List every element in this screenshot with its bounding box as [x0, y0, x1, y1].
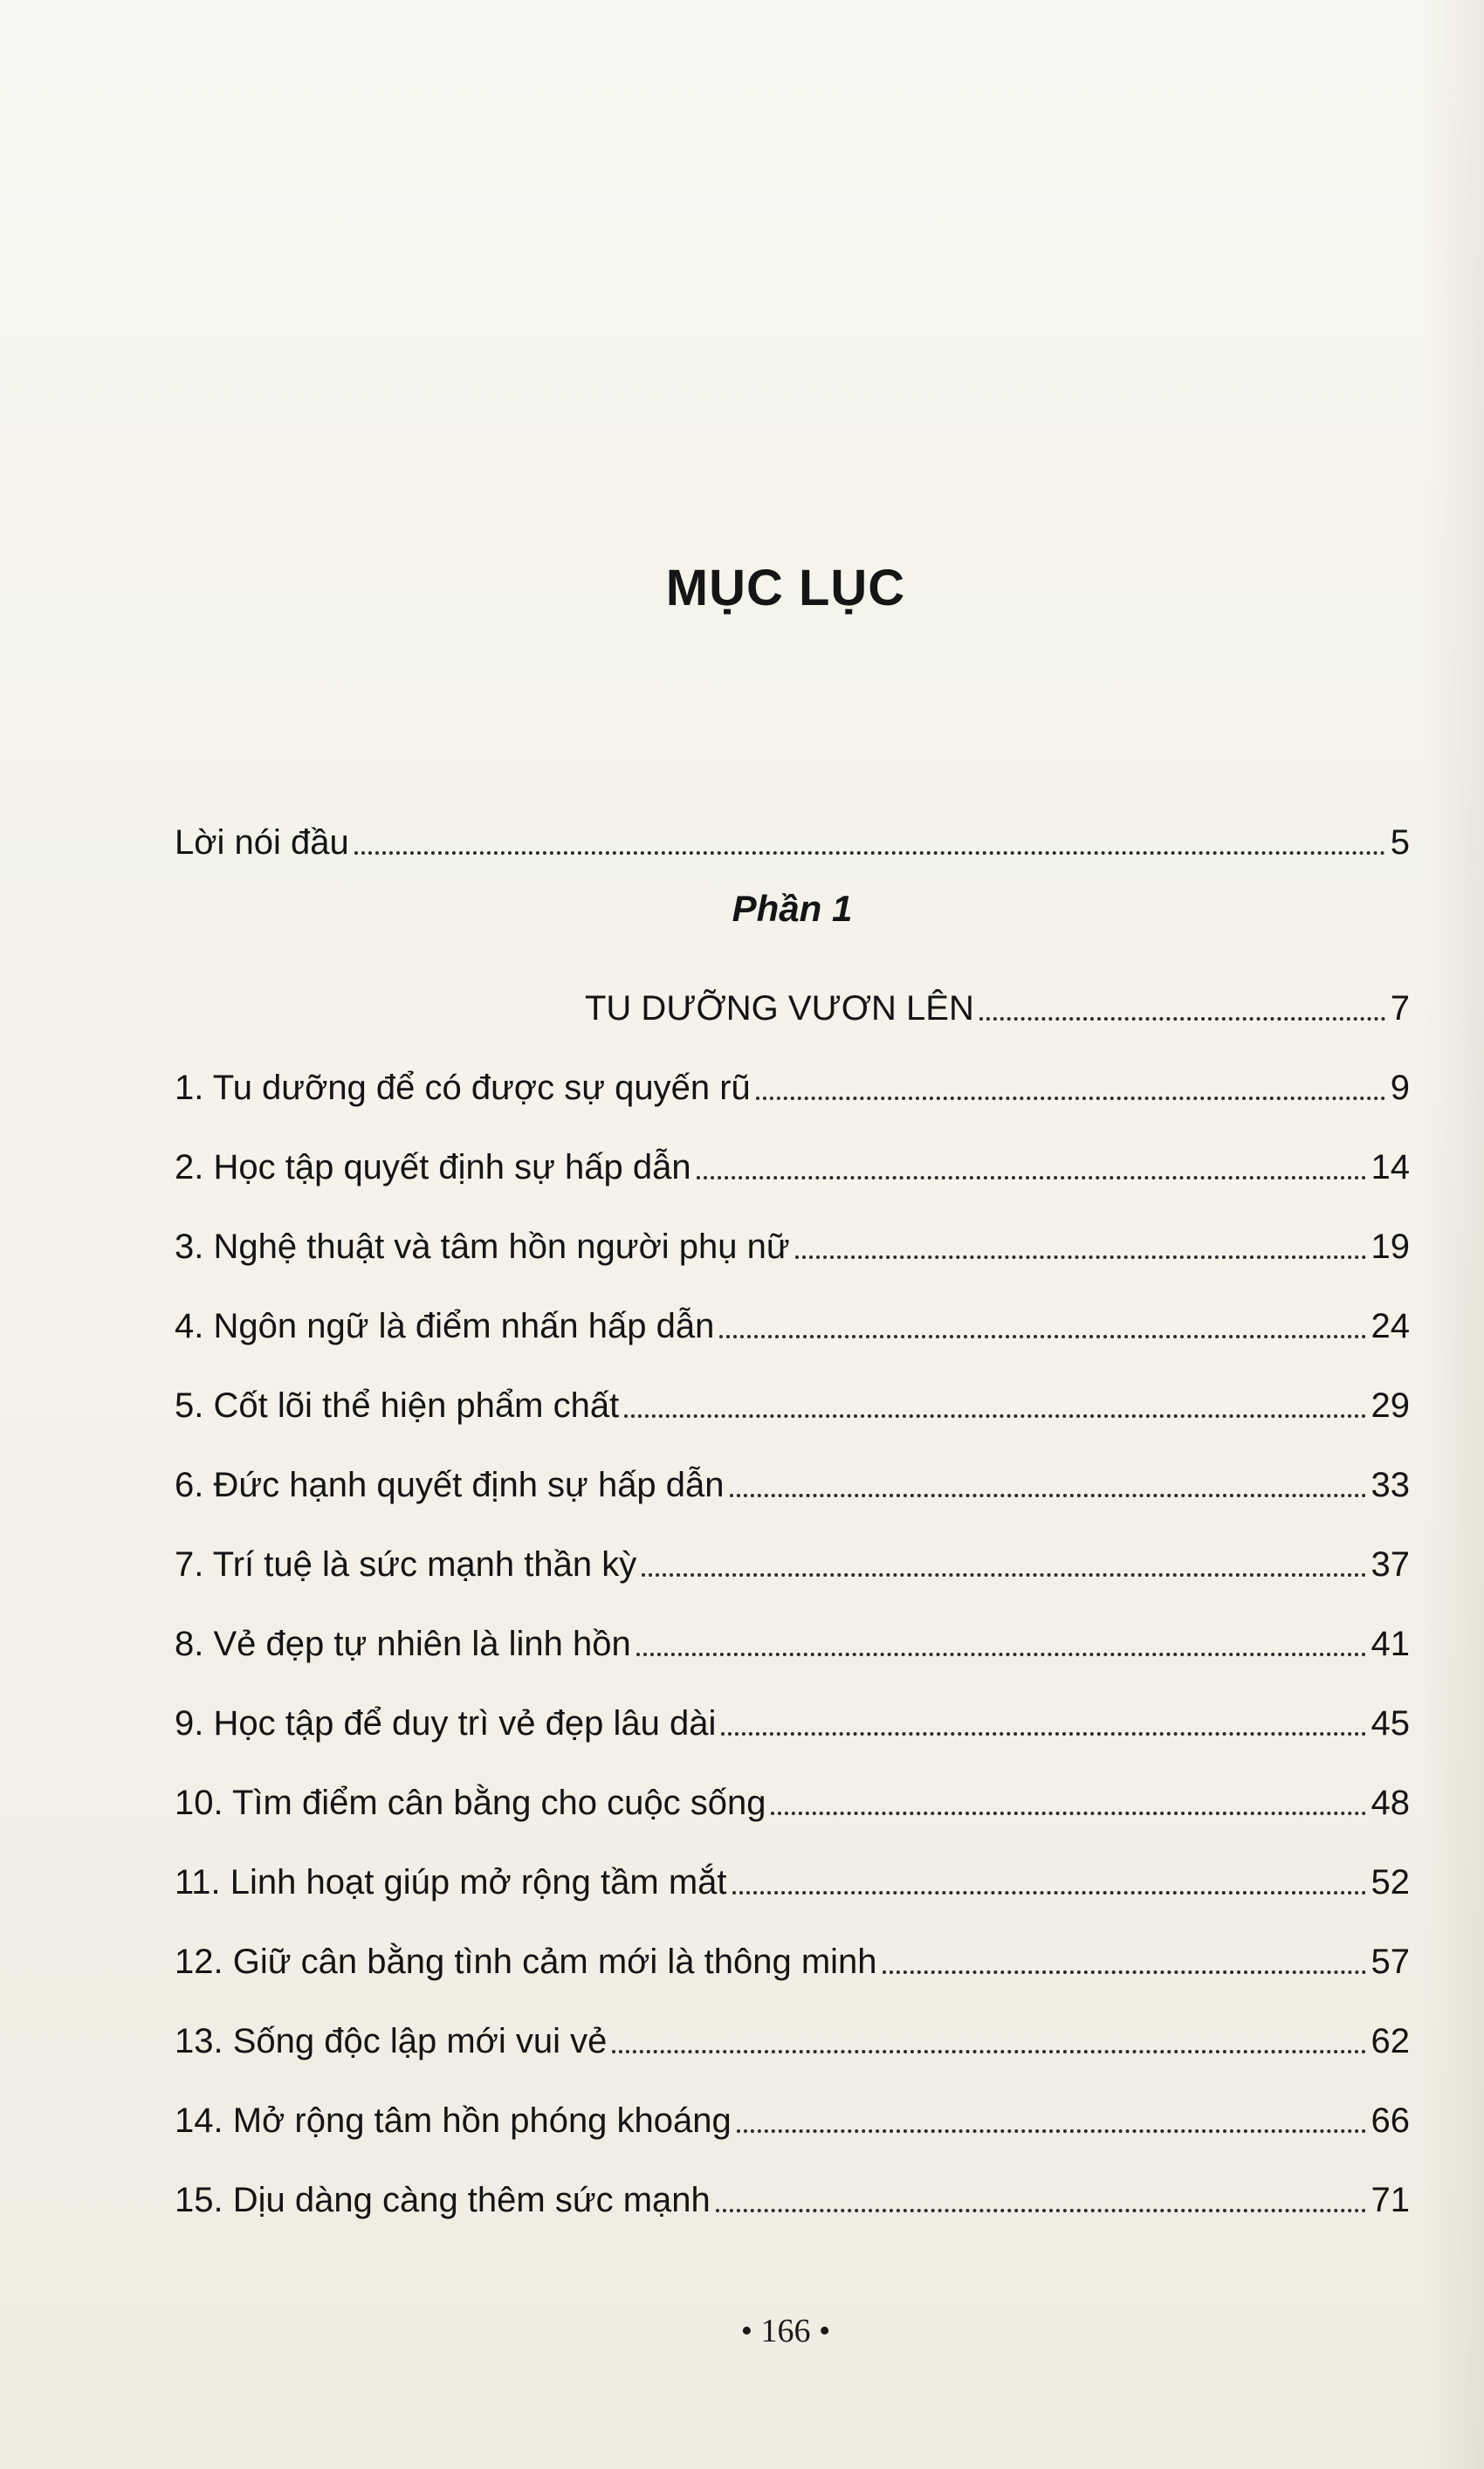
dot-leader: [697, 1176, 1366, 1179]
toc-entry-row[interactable]: [175, 1826, 1410, 1905]
dot-leader: [642, 1573, 1365, 1577]
toc-entry-label: 5. Cốt lõi thể hiện phẩm chất: [175, 1386, 620, 1425]
toc-entry-page: 71: [1371, 2181, 1410, 2219]
toc-entry-label: 2. Học tập quyết định sự hấp dẫn: [175, 1148, 691, 1186]
toc-title: MỤC LỤC: [665, 560, 906, 616]
toc-entry-row[interactable]: [175, 1190, 1410, 1269]
dot-leader: [624, 1414, 1365, 1418]
toc-entry-row[interactable]: [175, 1667, 1410, 1746]
dot-leader: [716, 2209, 1366, 2212]
toc-entry-row[interactable]: [175, 1349, 1410, 1428]
toc-entry-page: 37: [1371, 1545, 1410, 1584]
part-heading: Phần 1: [732, 888, 853, 929]
toc-entry-label: 13. Sống độc lập mới vui vẻ: [175, 2022, 608, 2060]
toc-entry-label: 6. Đức hạnh quyết định sự hấp dẫn: [175, 1466, 725, 1504]
toc-entry-label: 4. Ngôn ngữ là điểm nhấn hấp dẫn: [175, 1307, 715, 1345]
toc-entry-label: 10. Tìm điểm cân bằng cho cuộc sống: [175, 1784, 766, 1822]
dot-leader: [737, 2129, 1366, 2133]
toc-entry-page: 33: [1371, 1466, 1410, 1504]
toc-entry-row[interactable]: [175, 1428, 1410, 1508]
toc-entry-label: 12. Giữ cân bằng tình cảm mới là thông minh: [175, 1943, 877, 1981]
toc-entry-label: 1. Tu dưỡng để có được sự quyến rũ: [175, 1069, 751, 1107]
toc-entry-label: Lời nói đầu: [175, 823, 349, 862]
toc-entry-page: 62: [1371, 2022, 1410, 2060]
toc-entry-row[interactable]: [175, 1031, 1410, 1111]
dot-leader: [771, 1812, 1365, 1815]
toc-entry-page: 52: [1371, 1863, 1410, 1902]
toc-entry-page: 9: [1390, 1069, 1410, 1107]
toc-entry-label: 11. Linh hoạt giúp mở rộng tầm mắt: [175, 1863, 727, 1902]
toc-entry-row[interactable]: [175, 1984, 1410, 2064]
toc-entries-list: [175, 1031, 1410, 2223]
toc-entry-page: 14: [1371, 1148, 1410, 1186]
toc-entry-page: 24: [1371, 1307, 1410, 1345]
dot-leader: [795, 1255, 1366, 1259]
toc-entry-label: 7. Trí tuệ là sức mạnh thần kỳ: [175, 1545, 637, 1584]
toc-entry-page: 7: [1390, 989, 1410, 1028]
toc-entry-row[interactable]: [175, 1746, 1410, 1826]
toc-entry-label: 3. Nghệ thuật và tâm hồn người phụ nữ: [175, 1228, 790, 1266]
toc-entry-row[interactable]: [175, 1111, 1410, 1190]
toc-entry-page: 5: [1390, 823, 1410, 862]
toc-entry-page: 66: [1371, 2101, 1410, 2140]
toc-entry-page: 57: [1371, 1943, 1410, 1981]
page-number: • 166 •: [740, 2313, 831, 2349]
toc-entry-row[interactable]: [175, 1587, 1410, 1667]
toc-entry-row[interactable]: [175, 1508, 1410, 1587]
toc-entry-page: 29: [1371, 1386, 1410, 1425]
toc-entry-row[interactable]: [175, 2143, 1410, 2223]
toc-preface-row[interactable]: [175, 786, 1410, 865]
toc-entry-page: 45: [1371, 1704, 1410, 1743]
toc-part-row[interactable]: [175, 953, 1410, 1031]
toc-entry-label: 8. Vẻ đẹp tự nhiên là linh hồn: [175, 1625, 631, 1663]
table-of-contents: [175, 786, 1410, 2223]
toc-entry-row[interactable]: [175, 1905, 1410, 1984]
dot-leader: [719, 1335, 1365, 1338]
toc-entry-page: 41: [1371, 1625, 1410, 1663]
dot-leader: [721, 1732, 1365, 1736]
dot-leader: [730, 1494, 1366, 1497]
toc-entry-page: 19: [1371, 1228, 1410, 1266]
dot-leader: [756, 1097, 1385, 1100]
dot-leader: [979, 1017, 1385, 1021]
dot-leader: [732, 1891, 1366, 1895]
page-edge-shadow: [1423, 0, 1484, 2469]
dot-leader: [636, 1653, 1366, 1656]
dot-leader: [354, 851, 1385, 855]
dot-leader: [883, 1970, 1366, 1974]
toc-entry-page: 48: [1371, 1784, 1410, 1822]
toc-entry-row[interactable]: [175, 1269, 1410, 1349]
dot-leader: [612, 2050, 1365, 2053]
toc-entry-label: 15. Dịu dàng càng thêm sức mạnh: [175, 2181, 711, 2219]
part-title: TU DƯỠNG VƯƠN LÊN: [585, 989, 974, 1028]
toc-entry-label: 9. Học tập để duy trì vẻ đẹp lâu dài: [175, 1704, 717, 1743]
toc-entry-label: 14. Mở rộng tâm hồn phóng khoáng: [175, 2101, 732, 2140]
toc-entry-row[interactable]: [175, 2064, 1410, 2143]
